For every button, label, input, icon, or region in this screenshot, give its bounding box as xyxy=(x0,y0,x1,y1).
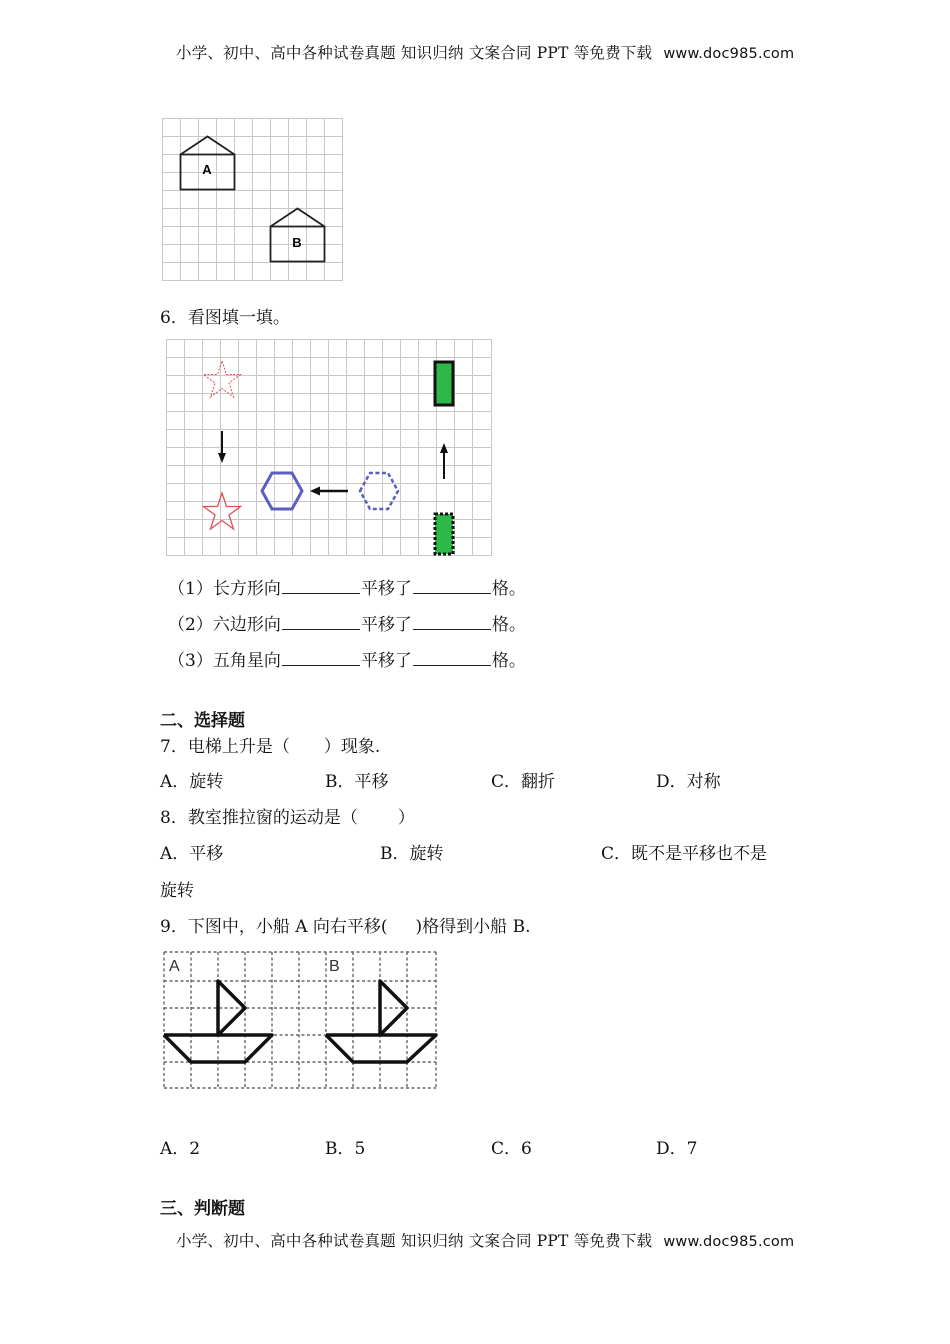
q8-option-c-wrap: 旋转 xyxy=(160,881,194,901)
star-original xyxy=(204,361,241,397)
house-a-label: A xyxy=(202,162,212,177)
q7-stem: 7．电梯上升是（ ）现象. xyxy=(160,737,381,757)
q9-boat-figure xyxy=(162,950,440,1090)
answer-blank[interactable] xyxy=(413,579,491,594)
boat-b-label: B xyxy=(329,958,340,975)
q7-option-a[interactable]: A．旋转 xyxy=(160,772,224,792)
q6-item-2: （2）六边形向 平移了 格。 xyxy=(168,615,526,635)
q9-option-a[interactable]: A．2 xyxy=(160,1139,201,1159)
house-b-label: B xyxy=(292,235,302,250)
q6-item-1: （1）长方形向 平移了 格。 xyxy=(168,579,526,599)
rectangle-original xyxy=(435,514,453,554)
q6-item-3: （3）五角星向 平移了 格。 xyxy=(168,651,526,671)
q9-option-b[interactable]: B．5 xyxy=(325,1139,366,1159)
q6-number: 6． xyxy=(160,308,188,328)
answer-blank[interactable] xyxy=(413,615,491,630)
q8-option-b[interactable]: B．旋转 xyxy=(380,844,444,864)
boat-a xyxy=(164,981,272,1062)
answer-blank[interactable] xyxy=(413,651,491,666)
q8-option-a[interactable]: A．平移 xyxy=(160,844,224,864)
section-2-title: 二、选择题 xyxy=(160,711,245,731)
hexagon-moved xyxy=(262,473,302,509)
hexagon-original xyxy=(360,473,398,509)
page-header xyxy=(176,41,794,63)
header-url: www.doc985.com xyxy=(663,46,795,62)
footer-text: 小学、初中、高中各种试卷真题 知识归纳 文案合同 PPT 等免费下载 xyxy=(176,1232,653,1250)
answer-blank[interactable] xyxy=(282,615,360,630)
rectangle-moved xyxy=(435,362,453,405)
q9-option-d[interactable]: D．7 xyxy=(656,1139,698,1159)
boat-a-label: A xyxy=(169,958,180,975)
answer-blank[interactable] xyxy=(282,651,360,666)
boat-b xyxy=(326,981,436,1062)
q8-option-c[interactable]: C．既不是平移也不是 xyxy=(601,844,768,864)
q7-option-d[interactable]: D．对称 xyxy=(656,772,721,792)
house-grid-figure xyxy=(162,118,345,282)
q7-option-c[interactable]: C．翻折 xyxy=(491,772,556,792)
q7-option-b[interactable]: B．平移 xyxy=(325,772,389,792)
q9-option-c[interactable]: C．6 xyxy=(491,1139,532,1159)
page-footer xyxy=(176,1229,794,1251)
section-3-title: 三、判断题 xyxy=(160,1199,245,1219)
q6-figure xyxy=(166,339,494,557)
q8-stem: 8．教室推拉窗的运动是（ ） xyxy=(160,808,415,828)
answer-blank[interactable] xyxy=(282,579,360,594)
rectangle-arrow-up xyxy=(440,443,448,479)
q9-stem: 9．下图中，小船 A 向右平移( )格得到小船 B. xyxy=(160,917,531,937)
header-text: 小学、初中、高中各种试卷真题 知识归纳 文案合同 PPT 等免费下载 xyxy=(176,44,653,62)
q6-title xyxy=(160,303,290,328)
star-moved xyxy=(204,493,241,529)
footer-url: www.doc985.com xyxy=(663,1234,795,1250)
house-grid xyxy=(162,118,343,281)
q6-prompt: 看图填一填。 xyxy=(187,308,290,328)
